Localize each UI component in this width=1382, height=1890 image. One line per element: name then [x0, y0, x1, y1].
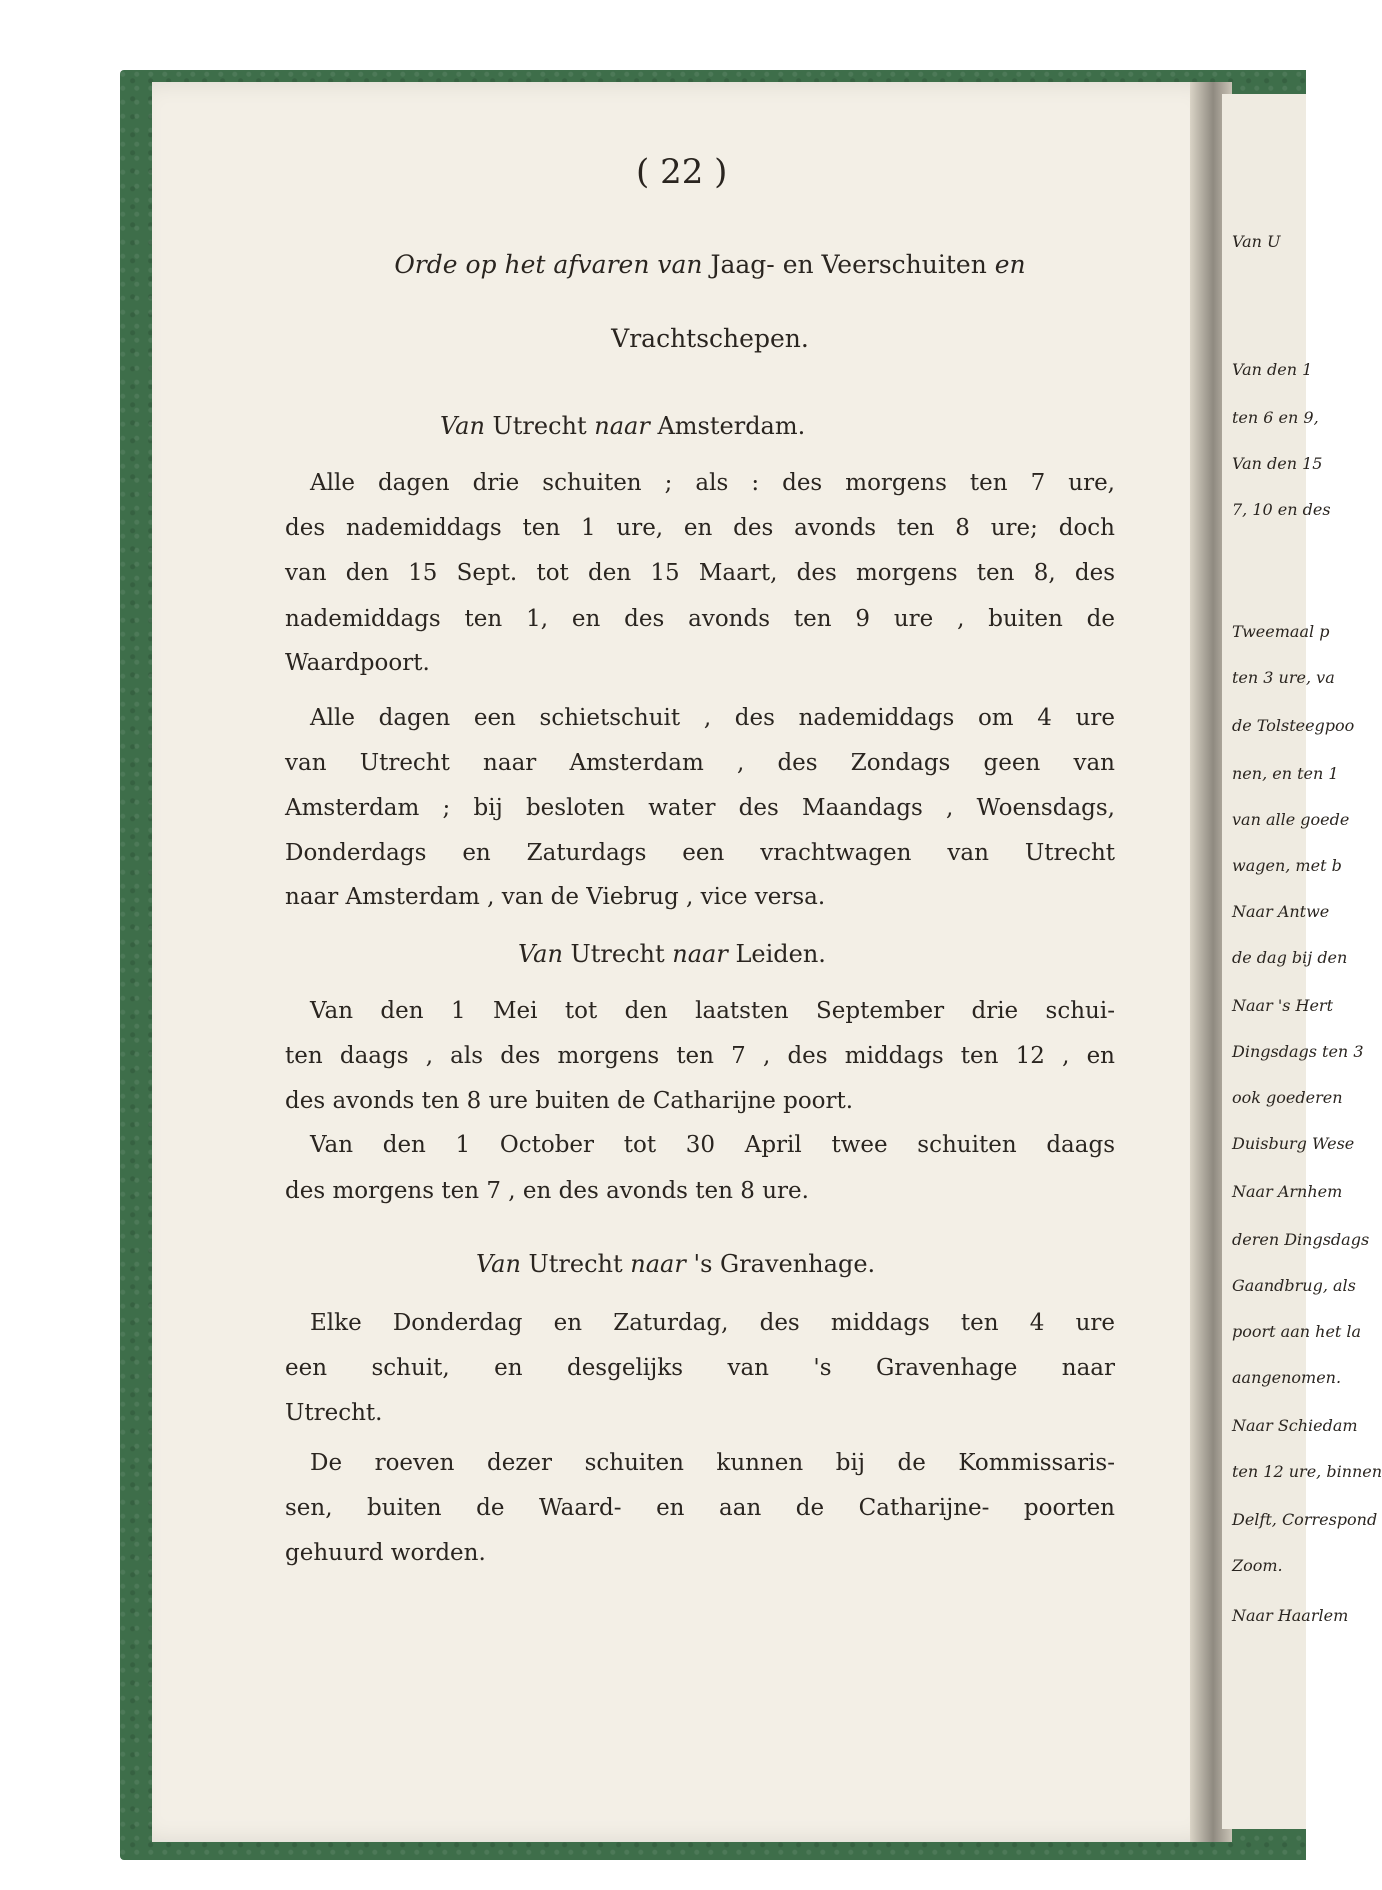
text-line: Amsterdam ; bij besloten water des Maandags , Woensdags, [285, 795, 1115, 821]
text-line: Elke Donderdag en Zaturdag, des middags ten 4 ure [310, 1310, 1115, 1336]
text-line: nademiddags ten 1, en des avonds ten 9 ure , buiten de [285, 606, 1115, 632]
text-line: ten daags , als des morgens ten 7 , des middags ten 12 , en [285, 1043, 1115, 1069]
heading-to: Amsterdam. [657, 412, 806, 440]
text-line: Van den 1 October tot 30 April twee schuiten daags [310, 1132, 1115, 1158]
right-page-line: 7, 10 en des [1232, 500, 1331, 519]
title-part-4: Vrachtschepen. [611, 324, 809, 353]
right-page-line: Naar Antwe [1232, 902, 1330, 921]
heading-to: Leiden. [735, 940, 826, 968]
right-page-line: van alle goede [1232, 810, 1350, 829]
right-page-line: Gaandbrug, als [1232, 1276, 1356, 1295]
right-page-line: ten 6 en 9, [1232, 408, 1319, 427]
right-page-line: Duisburg Wese [1232, 1134, 1355, 1153]
right-page-line: nen, en ten 1 [1232, 764, 1339, 783]
text-line: Alle dagen drie schuiten ; als : des morgens ten 7 ure, [310, 470, 1115, 496]
right-page-line: poort aan het la [1232, 1322, 1362, 1341]
right-page-line: Naar Haarlem [1232, 1606, 1349, 1625]
heading-prefix: Van [518, 940, 563, 968]
heading-to: 's Gravenhage. [693, 1250, 876, 1278]
right-page-line: Van den 15 [1232, 454, 1323, 473]
title-part-3: en [994, 250, 1026, 279]
section-heading-leiden [518, 940, 826, 968]
text-line: sen, buiten de Waard- en aan de Catharijne- poorten [285, 1495, 1115, 1521]
heading-mid: naar [672, 940, 728, 968]
text-line: naar Amsterdam , van de Viebrug , vice versa. [285, 884, 826, 910]
text-line: des avonds ten 8 ure buiten de Catharijne poort. [285, 1088, 854, 1114]
right-page-line: ten 12 ure, binnen [1232, 1462, 1382, 1481]
text-line: des morgens ten 7 , en des avonds ten 8 ure. [285, 1178, 809, 1204]
text-line: De roeven dezer schuiten kunnen bij de Kommissaris- [310, 1450, 1115, 1476]
right-page-line: aangenomen. [1232, 1368, 1342, 1387]
text-line: Van den 1 Mei tot den laatsten September drie schui- [310, 998, 1115, 1024]
text-line: Utrecht. [285, 1400, 383, 1426]
text-line: van Utrecht naar Amsterdam , des Zondags geen van [285, 750, 1115, 776]
text-line: Waardpoort. [285, 650, 430, 676]
heading-mid: naar [630, 1250, 686, 1278]
heading-mid: naar [594, 412, 650, 440]
right-page-line: ten 3 ure, va [1232, 668, 1335, 687]
title-part-1: Orde op het afvaren van [394, 250, 703, 279]
text-line: een schuit, en desgelijks van 's Gravenhage naar [285, 1355, 1115, 1381]
text-line: Donderdags en Zaturdags een vrachtwagen van Utrecht [285, 840, 1115, 866]
right-page-line: deren Dingsdags [1232, 1230, 1370, 1249]
right-page-line: ook goederen [1232, 1088, 1343, 1107]
right-page-line: Naar 's Hert [1232, 996, 1334, 1015]
heading-from: Utrecht [528, 1250, 623, 1278]
right-page-line: Tweemaal p [1232, 622, 1330, 641]
text-line: Alle dagen een schietschuit , des nademiddags om 4 ure [310, 705, 1115, 731]
text-line: gehuurd worden. [285, 1540, 486, 1566]
section-heading-amsterdam [440, 412, 805, 440]
right-page-line: de Tolsteegpoo [1232, 716, 1355, 735]
right-page-line: Naar Schiedam [1232, 1416, 1358, 1435]
right-page-line: wagen, met b [1232, 856, 1342, 875]
right-page-line: Van den 1 [1232, 360, 1313, 379]
text-line: van den 15 Sept. tot den 15 Maart, des morgens ten 8, des [285, 560, 1115, 586]
right-page-line: Naar Arnhem [1232, 1182, 1343, 1201]
section-heading-gravenhage [476, 1250, 875, 1278]
page-number: ( 22 ) [636, 152, 728, 192]
text-line: des nademiddags ten 1 ure, en des avonds ten 8 ure; doch [285, 515, 1115, 541]
right-page-line: Dingsdags ten 3 [1232, 1042, 1364, 1061]
heading-from: Utrecht [492, 412, 587, 440]
heading-prefix: Van [476, 1250, 521, 1278]
title-part-2: Jaag- en Veerschuiten [710, 250, 987, 279]
heading-prefix: Van [440, 412, 485, 440]
right-page-line: Zoom. [1232, 1556, 1283, 1575]
right-page-line: Delft, Correspond [1232, 1510, 1378, 1529]
heading-from: Utrecht [570, 940, 665, 968]
page-title [280, 228, 1140, 376]
right-page-line: de dag bij den [1232, 948, 1348, 967]
right-page-line: Van U [1232, 232, 1281, 251]
